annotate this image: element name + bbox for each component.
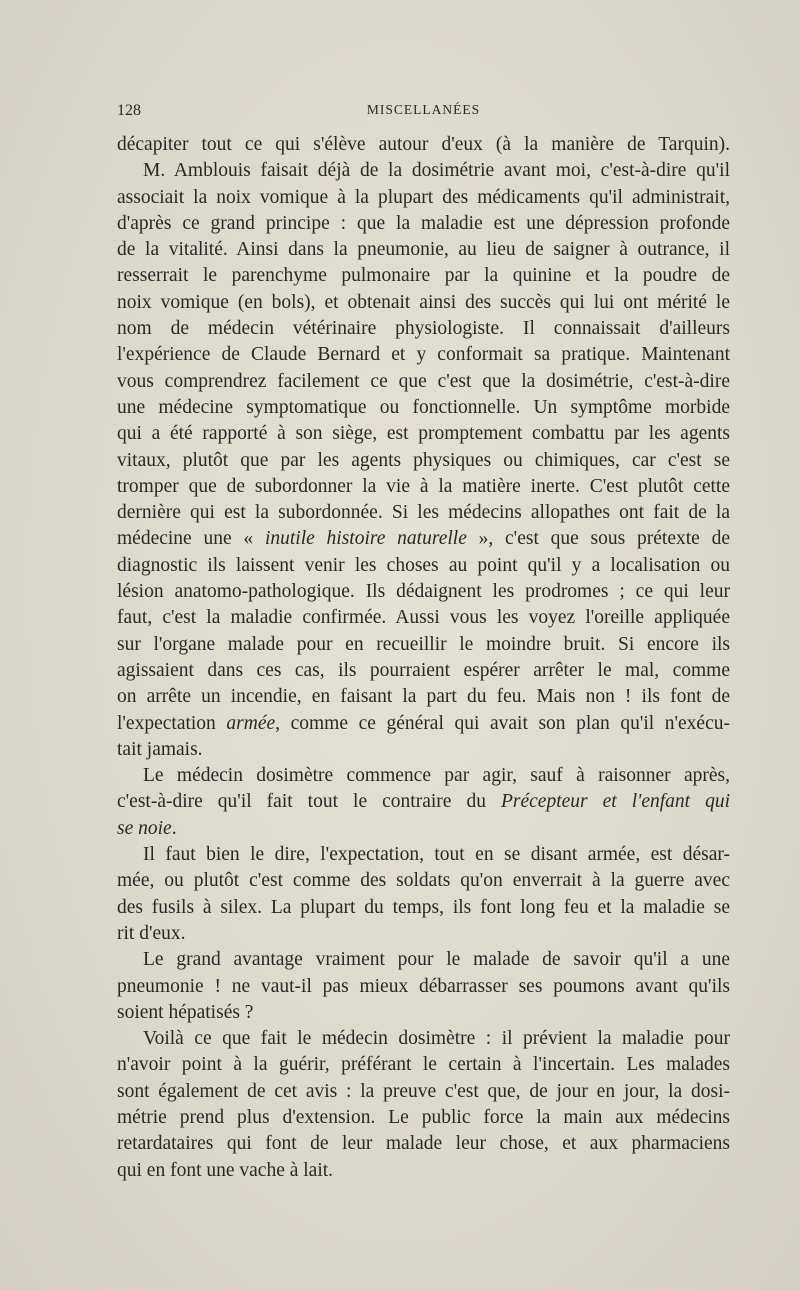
text-segment: , comme ce général qui avait son plan qu'il n'exécu- — [275, 712, 730, 734]
text-line — [117, 711, 730, 737]
text-line: des fusils à silex. La plupart du temps, ils font long feu et la maladie se — [117, 896, 730, 918]
text-line: qui en font une vache à lait. — [117, 1159, 334, 1181]
text-line: soient hépatisés ? — [117, 1001, 254, 1023]
text-line: pneumonie ! ne vaut-il pas mieux débarrasser ses poumons avant qu'ils — [117, 975, 730, 997]
page-header — [117, 102, 730, 124]
text-line: décapiter tout ce qui s'élève autour d'eux (à la manière de Tarquin). — [117, 134, 730, 155]
text-line: métrie prend plus d'extension. Le public force la main aux médecins — [117, 1106, 730, 1128]
running-head: MISCELLANÉES — [366, 102, 481, 117]
text-line: tromper que de subordonner la vie à la matière inerte. C'est plutôt cette — [117, 475, 730, 497]
text-line: diagnostic ils laissent venir les choses au point qu'il y a localisation ou — [117, 554, 730, 576]
text-line: M. Amblouis faisait déjà de la dosimétrie avant moi, c'est-à-dire qu'il — [143, 160, 730, 182]
text-line: agissaient dans ces cas, ils pourraient espérer arrêter le mal, comme — [117, 659, 730, 681]
text-line: nom de médecin vétérinaire physiologiste. Il connaissait d'ailleurs — [117, 318, 730, 340]
text-line: resserrait le parenchyme pulmonaire par la quinine et la poudre de — [117, 265, 730, 287]
text-segment: l'expectation — [117, 712, 227, 734]
text-line: sont également de cet avis : la preuve c'est que, de jour en jour, la dosi- — [117, 1080, 730, 1102]
text-line: lésion anatomo-pathologique. Ils dédaignent les prodromes ; ce qui leur — [117, 581, 730, 603]
text-segment: », c'est que sous prétexte de — [466, 528, 730, 550]
text-segment: médecine une « — [117, 528, 265, 550]
text-line: dernière qui est la subordonnée. Si les médecins allopathes ont fait de la — [117, 502, 730, 524]
text-segment: c'est-à-dire qu'il fait tout le contraire du — [117, 791, 501, 813]
text-line: une médecine symptomatique ou fonctionnelle. Un symptôme morbide — [117, 396, 730, 418]
italic-text: inutile histoire naturelle — [264, 528, 467, 550]
text-line: on arrête un incendie, en faisant la part du feu. Mais non ! ils font de — [117, 686, 730, 708]
body-text — [117, 132, 730, 1184]
text-line: Le médecin dosimètre commence par agir, sauf à raisonner après, — [143, 765, 730, 787]
italic-text: armée — [226, 712, 276, 734]
text-line: n'avoir point à la guérir, préférant le certain à l'incertain. Les malades — [117, 1054, 730, 1076]
text-line: Il faut bien le dire, l'expectation, tout en se disant armée, est désar- — [143, 844, 730, 866]
text-line — [117, 816, 730, 842]
text-line: vous comprendrez facilement ce que c'est que la dosimétrie, c'est-à-dire — [117, 370, 730, 392]
text-line: l'expérience de Claude Bernard et y conformait sa pratique. Maintenant — [117, 344, 730, 366]
text-line: de la vitalité. Ainsi dans la pneumonie, au lieu de saigner à outrance, il — [117, 239, 730, 261]
text-line: rit d'eux. — [117, 922, 186, 944]
text-line — [117, 526, 730, 552]
text-line: Le grand avantage vraiment pour le malade de savoir qu'il a une — [143, 949, 730, 971]
text-line: retardataires qui font de leur malade leur chose, et aux pharmaciens — [117, 1133, 730, 1155]
text-line — [117, 789, 730, 815]
text-line: qui a été rapporté à son siège, est promptement combattu par les agents — [117, 423, 730, 445]
text-line: faut, c'est la maladie confirmée. Aussi vous les voyez l'oreille appliquée — [117, 607, 730, 629]
italic-text: Précepteur et l'enfant qui — [500, 791, 730, 813]
text-line: sur l'organe malade pour en recueillir le moindre bruit. Si encore ils — [117, 633, 730, 655]
text-line: mée, ou plutôt c'est comme des soldats qu'on enverrait à la guerre avec — [117, 870, 730, 892]
text-line: associait la noix vomique à la plupart des médicaments qu'il administrait, — [117, 186, 730, 208]
italic-text: se noie — [117, 817, 172, 839]
text-line: vitaux, plutôt que par les agents physiques ou chimiques, car c'est se — [117, 449, 730, 471]
text-line: Voilà ce que fait le médecin dosimètre : il prévient la maladie pour — [143, 1028, 730, 1050]
text-segment: . — [171, 817, 177, 839]
page-number: 128 — [117, 102, 141, 119]
text-line: tait jamais. — [117, 738, 203, 760]
text-line: noix vomique (en bols), et obtenait ainsi des succès qui lui ont mérité le — [117, 291, 730, 313]
text-line: d'après ce grand principe : que la maladie est une dépression profonde — [117, 212, 730, 234]
